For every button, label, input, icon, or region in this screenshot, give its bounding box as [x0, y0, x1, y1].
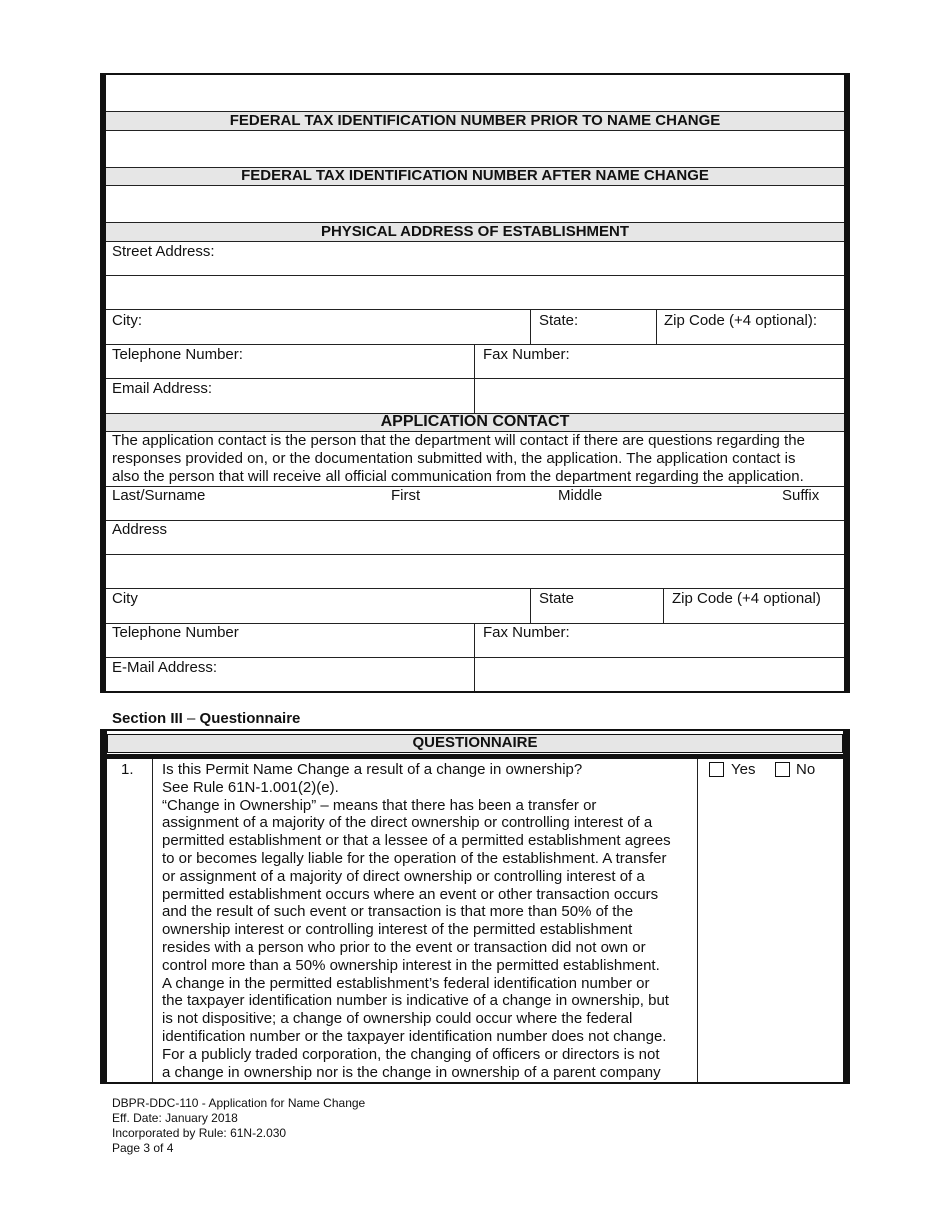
contact-fax-label: Fax Number: [483, 624, 570, 641]
street-address-label: Street Address: [112, 243, 215, 260]
footer-rule: Incorporated by Rule: 61N-2.030 [112, 1126, 287, 1140]
question-line: a change in ownership nor is the change in ownership of a parent company [162, 1063, 661, 1081]
fax-label: Fax Number: [483, 346, 570, 363]
tax-id-after-heading: FEDERAL TAX IDENTIFICATION NUMBER AFTER NAME CHANGE [241, 167, 709, 184]
email-label: Email Address: [112, 380, 213, 397]
question-line: ownership interest or controlling interest of the permitted establishment [162, 921, 633, 939]
section-title-text: Questionnaire [199, 710, 301, 727]
divider [106, 309, 844, 310]
divider [100, 691, 850, 693]
question-line: is not dispositive; a change of ownership could occur where the federal [162, 1010, 633, 1028]
city-label: City: [112, 312, 142, 329]
question-line: identification number or the taxpayer identification number does not change. [162, 1027, 667, 1045]
divider [530, 588, 531, 623]
description-line: responses provided on, or the documentation submitted with, the application. The application contact is [112, 450, 796, 467]
divider [656, 309, 657, 344]
divider [106, 657, 844, 658]
divider [663, 588, 664, 623]
section-title-number: Section III [112, 710, 183, 727]
divider [102, 754, 848, 759]
tax-id-after-input[interactable] [106, 186, 844, 222]
question-number: 1. [121, 761, 134, 778]
question-line: resides with a person who prior to the event or transaction did not own or [162, 938, 646, 956]
divider [106, 588, 844, 589]
question-line: control more than a 50% ownership interest in the permitted establishment. [162, 956, 660, 974]
state-label: State: [539, 312, 579, 329]
application-contact-heading: APPLICATION CONTACT [380, 413, 570, 430]
questionnaire-header: QUESTIONNAIRE [412, 734, 538, 751]
divider [106, 378, 844, 379]
no-checkbox[interactable] [775, 762, 790, 777]
last-name-label: Last/Surname [112, 487, 206, 504]
question-line: assignment of a majority of the direct ownership or controlling interest of a [162, 814, 653, 832]
question-line: to or becomes legally liable for the operation of the establishment. A transfer [162, 849, 667, 867]
divider [152, 759, 153, 1082]
yes-label: Yes [731, 761, 756, 778]
contact-email-label: E-Mail Address: [112, 659, 218, 676]
question-line: Is this Permit Name Change a result of a change in ownership? [162, 761, 583, 778]
contact-city-label: City [112, 590, 138, 607]
question-line: For a publicly traded corporation, the changing of officers or directors is not [162, 1045, 660, 1063]
divider [102, 731, 107, 1082]
divider [106, 520, 844, 521]
suffix-label: Suffix [782, 487, 820, 504]
tax-id-prior-heading: FEDERAL TAX IDENTIFICATION NUMBER PRIOR TO NAME CHANGE [229, 112, 721, 129]
description-line: also the person that will receive all official communication from the department regarding the application. [112, 468, 804, 485]
section-title-separator: – [182, 710, 200, 727]
question-line: or assignment of a majority of direct ownership or controlling interest of a [162, 867, 645, 885]
question-text [162, 761, 697, 1081]
contact-address-label: Address [112, 521, 168, 538]
question-line: A change in the permitted establishment’s federal identification number or [162, 974, 650, 992]
footer-page-number: Page 3 of 4 [112, 1141, 174, 1155]
divider [106, 275, 844, 276]
contact-telephone-label: Telephone Number [112, 624, 239, 641]
divider [843, 731, 848, 1082]
middle-name-label: Middle [558, 487, 603, 504]
question-line: the taxpayer identification number is indicative of a change in ownership, but [162, 992, 669, 1010]
question-line: “Change in Ownership” – means that there has been a transfer or [162, 796, 597, 814]
zip-label: Zip Code (+4 optional): [664, 312, 818, 329]
divider [530, 309, 531, 344]
contact-zip-label: Zip Code (+4 optional) [672, 590, 821, 607]
footer-eff-date: Eff. Date: January 2018 [112, 1111, 238, 1125]
question-line: and the result of such event or transaction is that more than 50% of the [162, 903, 634, 921]
yes-checkbox[interactable] [709, 762, 724, 777]
telephone-label: Telephone Number: [112, 346, 243, 363]
tax-id-after-field[interactable] [106, 131, 844, 167]
footer-form-id: DBPR-DDC-110 - Application for Name Change [112, 1096, 366, 1110]
physical-address-heading: PHYSICAL ADDRESS OF ESTABLISHMENT [320, 223, 630, 240]
question-line: See Rule 61N-1.001(2)(e). [162, 778, 339, 796]
divider [106, 486, 844, 487]
page-footer [112, 1096, 365, 1156]
question-line: permitted establishment occurs where an event or other transaction occurs [162, 885, 659, 903]
question-line: permitted establishment or that a lessee of a permitted establishment agrees [162, 832, 671, 850]
contact-state-label: State [539, 590, 575, 607]
tax-id-prior-field[interactable] [106, 75, 844, 111]
no-label: No [796, 761, 816, 778]
section-title [112, 710, 300, 728]
first-name-label: First [391, 487, 421, 504]
description-line: The application contact is the person that the department will contact if there are questions regarding the [112, 432, 805, 449]
contact-description [112, 432, 842, 486]
divider [106, 554, 844, 555]
divider [106, 344, 844, 345]
divider [697, 759, 698, 1082]
